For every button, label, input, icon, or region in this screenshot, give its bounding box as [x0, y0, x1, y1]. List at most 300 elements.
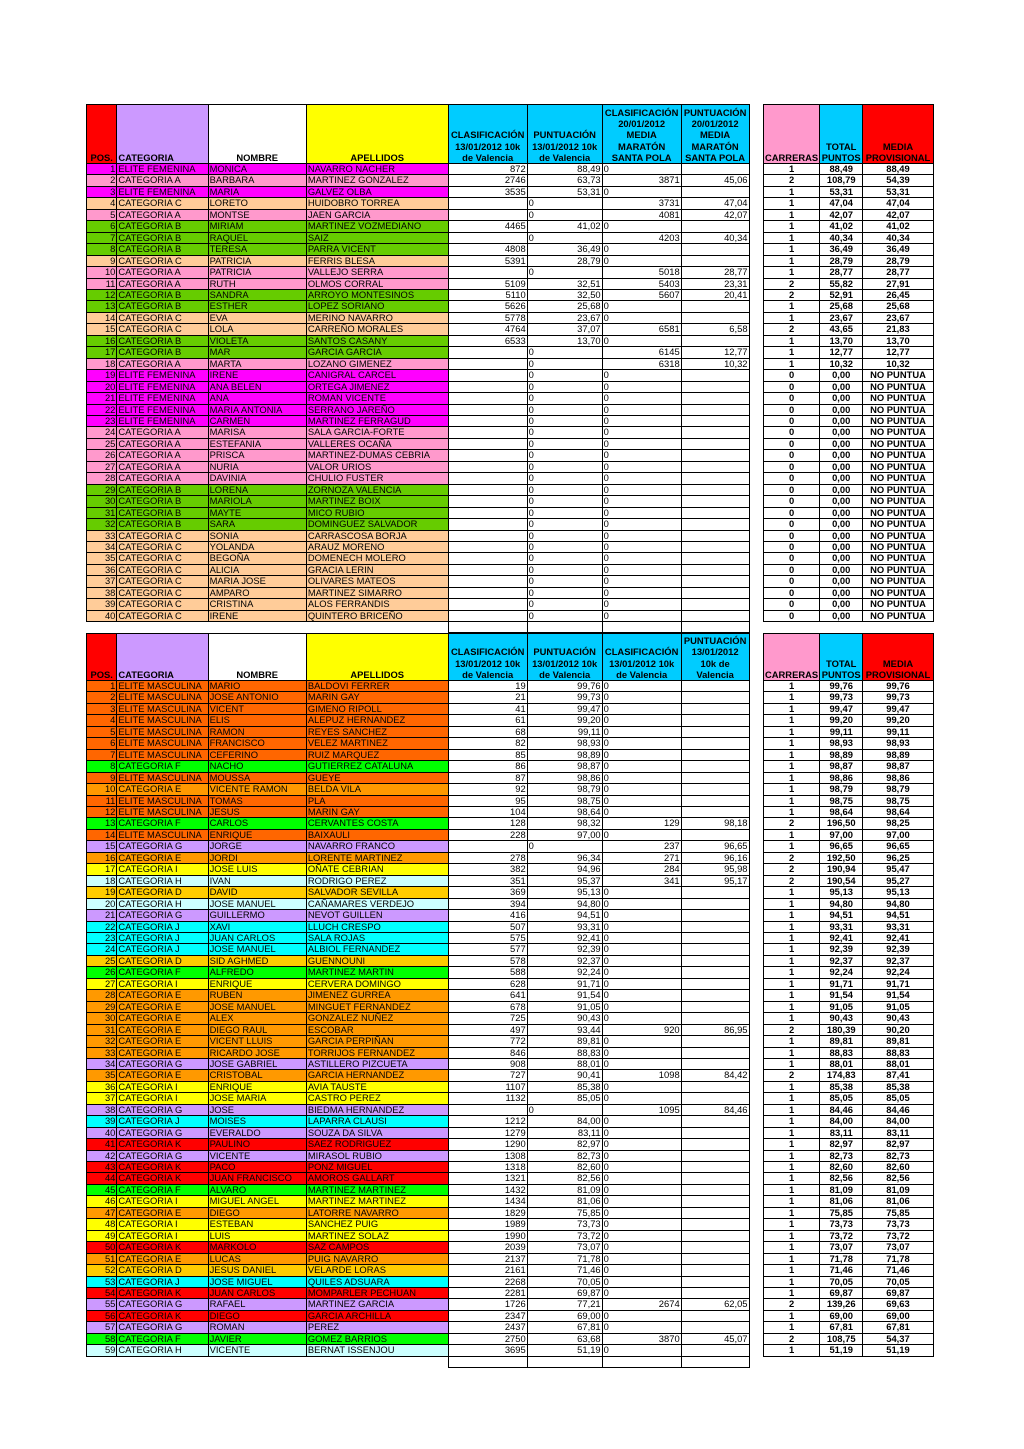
- punt2-cell: [681, 301, 749, 312]
- pos-cell: 10: [87, 267, 117, 278]
- clasif1-cell: 1432: [448, 1184, 527, 1195]
- punt2-cell: [681, 1276, 749, 1287]
- spacer-cell: [749, 841, 763, 852]
- categoria-cell: CATEGORIA C: [117, 587, 208, 598]
- apellidos-cell: NEVOT GUILLEN: [306, 910, 448, 921]
- media-cell: 81,06: [862, 1196, 933, 1207]
- carreras-cell: 1: [763, 1047, 820, 1058]
- carreras-cell: 1: [763, 358, 820, 369]
- apellidos-cell: QUINTERO BRICEÑO: [306, 610, 448, 621]
- categoria-cell: CATEGORIA B: [117, 244, 208, 255]
- clasif1-cell: 1318: [448, 1162, 527, 1173]
- punt2-cell: 84,46: [681, 1104, 749, 1115]
- punt1-cell: 98,79: [527, 784, 602, 795]
- total-cell: 36,49: [820, 244, 863, 255]
- carreras-cell: 0: [763, 507, 820, 518]
- nombre-cell: MARTA: [208, 358, 306, 369]
- punt2-cell: [681, 898, 749, 909]
- nombre-cell: JOSE LUIS: [208, 864, 306, 875]
- media-cell: 96,65: [862, 841, 933, 852]
- apellidos-cell: BERNAT ISSENJOU: [306, 1345, 448, 1356]
- pos-cell: 7: [87, 232, 117, 243]
- pos-cell: 56: [87, 1310, 117, 1321]
- clasif2-cell: 0: [602, 221, 681, 232]
- media-cell: NO PUNTUA: [862, 576, 933, 587]
- nombre-cell: ANA: [208, 393, 306, 404]
- clasif1-cell: 4764: [448, 324, 527, 335]
- punt2-cell: [681, 692, 749, 703]
- pos-cell: 16: [87, 335, 117, 346]
- apellidos-cell: GONZALEZ NUÑEZ: [306, 1013, 448, 1024]
- spacer-cell: [749, 507, 763, 518]
- punt2-cell: 45,06: [681, 175, 749, 186]
- spacer-cell: [749, 967, 763, 978]
- nombre-cell: JOSE MANUEL: [208, 944, 306, 955]
- carreras-cell: 1: [763, 944, 820, 955]
- spacer-cell: [749, 990, 763, 1001]
- punt2-cell: [681, 312, 749, 323]
- total-cell: 84,46: [820, 1104, 863, 1115]
- carreras-cell: 1: [763, 1288, 820, 1299]
- nombre-cell: MARIA JOSE: [208, 576, 306, 587]
- punt2-cell: [681, 1288, 749, 1299]
- categoria-cell: ELITE MASCULINA: [117, 692, 208, 703]
- spacer-cell: [749, 1219, 763, 1230]
- clasif2-cell: 5607: [602, 289, 681, 300]
- spacer-cell: [749, 1116, 763, 1127]
- punt2-cell: [681, 761, 749, 772]
- media-cell: 54,37: [862, 1333, 933, 1344]
- punt1-cell: 84,00: [527, 1116, 602, 1127]
- punt1-cell: 88,01: [527, 1058, 602, 1069]
- clasif1-cell: 1290: [448, 1139, 527, 1150]
- pos-cell: 8: [87, 244, 117, 255]
- total-cell: 69,87: [820, 1288, 863, 1299]
- table-row: [87, 564, 934, 575]
- carreras-cell: 1: [763, 955, 820, 966]
- nombre-cell: JUAN CARLOS: [208, 1288, 306, 1299]
- total-cell: 96,65: [820, 841, 863, 852]
- table-row: [87, 312, 934, 323]
- header-media: MEDIA PROVISIONAL: [862, 105, 933, 164]
- apellidos-cell: VELARDE LORAS: [306, 1265, 448, 1276]
- punt1-cell: 0: [527, 381, 602, 392]
- pos-cell: 24: [87, 944, 117, 955]
- spacer-cell: [749, 1070, 763, 1081]
- spacer-cell: [749, 1299, 763, 1310]
- punt2-cell: 98,18: [681, 818, 749, 829]
- media-cell: NO PUNTUA: [862, 473, 933, 484]
- carreras-cell: 2: [763, 278, 820, 289]
- men-ranking-table: [86, 633, 934, 1368]
- total-cell: 53,31: [820, 186, 863, 197]
- media-cell: 82,60: [862, 1162, 933, 1173]
- spacer-cell: [749, 634, 763, 681]
- categoria-cell: CATEGORIA K: [117, 1242, 208, 1253]
- table-row: [87, 864, 934, 875]
- nombre-cell: AMPARO: [208, 587, 306, 598]
- carreras-cell: 1: [763, 1310, 820, 1321]
- table-row: [87, 244, 934, 255]
- media-cell: 87,41: [862, 1070, 933, 1081]
- punt1-cell: 73,07: [527, 1242, 602, 1253]
- carreras-cell: 0: [763, 496, 820, 507]
- clasif1-cell: 382: [448, 864, 527, 875]
- spacer-cell: [749, 955, 763, 966]
- punt1-cell: 73,73: [527, 1219, 602, 1230]
- nombre-cell: RUBEN: [208, 990, 306, 1001]
- carreras-cell: 0: [763, 530, 820, 541]
- total-cell: 98,64: [820, 806, 863, 817]
- pos-cell: 14: [87, 312, 117, 323]
- carreras-cell: 0: [763, 484, 820, 495]
- apellidos-cell: CARREÑO MORALES: [306, 324, 448, 335]
- empty-cell: [527, 1356, 602, 1367]
- total-cell: 98,93: [820, 738, 863, 749]
- pos-cell: 36: [87, 1081, 117, 1092]
- clasif1-cell: 61: [448, 715, 527, 726]
- punt1-cell: 0: [527, 347, 602, 358]
- table-row: [87, 530, 934, 541]
- total-cell: 83,11: [820, 1127, 863, 1138]
- total-cell: 85,05: [820, 1093, 863, 1104]
- pos-cell: 11: [87, 278, 117, 289]
- pos-cell: 14: [87, 829, 117, 840]
- table-row: [87, 1288, 934, 1299]
- clasif2-cell: 0: [602, 530, 681, 541]
- pos-cell: 27: [87, 978, 117, 989]
- punt2-cell: [681, 599, 749, 610]
- table-row: [87, 772, 934, 783]
- categoria-cell: CATEGORIA F: [117, 761, 208, 772]
- media-cell: NO PUNTUA: [862, 519, 933, 530]
- punt2-cell: [681, 1322, 749, 1333]
- media-cell: 21,83: [862, 324, 933, 335]
- clasif1-cell: 2268: [448, 1276, 527, 1287]
- carreras-cell: 1: [763, 1036, 820, 1047]
- apellidos-cell: MARTINEZ VOZMEDIANO: [306, 221, 448, 232]
- pos-cell: 28: [87, 473, 117, 484]
- nombre-cell: VICENT: [208, 703, 306, 714]
- total-cell: 108,79: [820, 175, 863, 186]
- carreras-cell: 1: [763, 164, 820, 175]
- carreras-cell: 1: [763, 806, 820, 817]
- pos-cell: 5: [87, 209, 117, 220]
- carreras-cell: 1: [763, 921, 820, 932]
- spacer-cell: [749, 681, 763, 692]
- apellidos-cell: LOZANO GIMENEZ: [306, 358, 448, 369]
- punt1-cell: 0: [527, 564, 602, 575]
- nombre-cell: PATRICIA: [208, 255, 306, 266]
- nombre-cell: MARISA: [208, 427, 306, 438]
- clasif1-cell: 95: [448, 795, 527, 806]
- carreras-cell: 2: [763, 1299, 820, 1310]
- total-cell: 75,85: [820, 1207, 863, 1218]
- header-media: MEDIA PROVISIONAL: [862, 634, 933, 681]
- apellidos-cell: DOMINGUEZ SALVADOR: [306, 519, 448, 530]
- pos-cell: 32: [87, 1036, 117, 1047]
- carreras-cell: 2: [763, 864, 820, 875]
- clasif2-cell: 0: [602, 967, 681, 978]
- media-cell: 98,75: [862, 795, 933, 806]
- apellidos-cell: MINGUET FERNANDEZ: [306, 1001, 448, 1012]
- media-cell: 73,07: [862, 1242, 933, 1253]
- spacer-cell: [749, 347, 763, 358]
- media-cell: 42,07: [862, 209, 933, 220]
- media-cell: 67,81: [862, 1322, 933, 1333]
- punt1-cell: 94,80: [527, 898, 602, 909]
- punt2-cell: [681, 553, 749, 564]
- spacer-cell: [749, 1207, 763, 1218]
- clasif2-cell: 0: [602, 806, 681, 817]
- pos-cell: 38: [87, 1104, 117, 1115]
- carreras-cell: 1: [763, 1207, 820, 1218]
- apellidos-cell: SOUZA DA SILVA: [306, 1127, 448, 1138]
- pos-cell: 36: [87, 564, 117, 575]
- spacer-cell: [749, 553, 763, 564]
- empty-cell: [862, 622, 933, 633]
- spacer-cell: [749, 852, 763, 863]
- punt1-cell: 69,00: [527, 1310, 602, 1321]
- carreras-cell: 1: [763, 232, 820, 243]
- nombre-cell: ENRIQUE: [208, 829, 306, 840]
- punt1-cell: 98,89: [527, 749, 602, 760]
- spacer-cell: [749, 267, 763, 278]
- total-cell: 84,00: [820, 1116, 863, 1127]
- categoria-cell: CATEGORIA D: [117, 887, 208, 898]
- categoria-cell: CATEGORIA E: [117, 990, 208, 1001]
- total-cell: 98,87: [820, 761, 863, 772]
- nombre-cell: LORENA: [208, 484, 306, 495]
- pos-cell: 30: [87, 496, 117, 507]
- categoria-cell: ELITE MASCULINA: [117, 715, 208, 726]
- total-cell: 67,81: [820, 1322, 863, 1333]
- punt1-cell: 0: [527, 461, 602, 472]
- apellidos-cell: RUIZ MARQUEZ: [306, 749, 448, 760]
- spacer-cell: [749, 806, 763, 817]
- punt1-cell: 32,51: [527, 278, 602, 289]
- header-punt1: PUNTUACIÓN 13/01/2012 10k de Valencia: [527, 105, 602, 164]
- total-cell: 174,83: [820, 1070, 863, 1081]
- spacer-cell: [749, 1081, 763, 1092]
- carreras-cell: 1: [763, 244, 820, 255]
- nombre-cell: ESTEBAN: [208, 1219, 306, 1230]
- punt1-cell: 98,64: [527, 806, 602, 817]
- apellidos-cell: CASTRO PEREZ: [306, 1093, 448, 1104]
- empty-cell: [763, 1356, 820, 1367]
- media-cell: 69,63: [862, 1299, 933, 1310]
- apellidos-cell: SANTOS CASANY: [306, 335, 448, 346]
- categoria-cell: ELITE MASCULINA: [117, 772, 208, 783]
- nombre-cell: ALVARO: [208, 1184, 306, 1195]
- punt1-cell: 0: [527, 576, 602, 587]
- clasif2-cell: 0: [602, 1116, 681, 1127]
- total-cell: 91,54: [820, 990, 863, 1001]
- categoria-cell: CATEGORIA J: [117, 921, 208, 932]
- media-cell: 99,76: [862, 681, 933, 692]
- total-cell: 92,41: [820, 932, 863, 943]
- clasif2-cell: 3870: [602, 1333, 681, 1344]
- clasif2-cell: 0: [602, 1310, 681, 1321]
- total-cell: 0,00: [820, 507, 863, 518]
- clasif1-cell: [448, 381, 527, 392]
- media-cell: NO PUNTUA: [862, 370, 933, 381]
- pos-cell: 4: [87, 715, 117, 726]
- punt1-cell: 0: [527, 404, 602, 415]
- carreras-cell: 1: [763, 209, 820, 220]
- punt2-cell: [681, 335, 749, 346]
- pos-cell: 31: [87, 1024, 117, 1035]
- total-cell: 47,04: [820, 198, 863, 209]
- carreras-cell: 1: [763, 221, 820, 232]
- clasif2-cell: 0: [602, 164, 681, 175]
- clasif2-cell: 129: [602, 818, 681, 829]
- carreras-cell: 1: [763, 1184, 820, 1195]
- categoria-cell: CATEGORIA E: [117, 1013, 208, 1024]
- carreras-cell: 1: [763, 1013, 820, 1024]
- spacer-cell: [749, 749, 763, 760]
- clasif2-cell: 0: [602, 795, 681, 806]
- spacer-cell: [749, 1310, 763, 1321]
- punt2-cell: 6,58: [681, 324, 749, 335]
- carreras-cell: 1: [763, 1276, 820, 1287]
- total-cell: 0,00: [820, 415, 863, 426]
- header-pos: POS.: [87, 105, 117, 164]
- empty-cell: [862, 1356, 933, 1367]
- table-row: [87, 1116, 934, 1127]
- clasif2-cell: 0: [602, 1058, 681, 1069]
- spacer-cell: [749, 415, 763, 426]
- spacer-cell: [749, 175, 763, 186]
- clasif2-cell: 0: [602, 1173, 681, 1184]
- nombre-cell: SANDRA: [208, 289, 306, 300]
- carreras-cell: 1: [763, 1219, 820, 1230]
- punt1-cell: 82,73: [527, 1150, 602, 1161]
- nombre-cell: BEGOÑA: [208, 553, 306, 564]
- carreras-cell: 0: [763, 553, 820, 564]
- punt2-cell: [681, 978, 749, 989]
- clasif2-cell: 4203: [602, 232, 681, 243]
- apellidos-cell: PONZ MIGUEL: [306, 1162, 448, 1173]
- clasif1-cell: 1212: [448, 1116, 527, 1127]
- table-row: [87, 473, 934, 484]
- spacer-cell: [749, 576, 763, 587]
- categoria-cell: CATEGORIA J: [117, 1116, 208, 1127]
- apellidos-cell: ORTEGA JIMENEZ: [306, 381, 448, 392]
- pos-cell: 48: [87, 1219, 117, 1230]
- table-row: [87, 955, 934, 966]
- categoria-cell: CATEGORIA D: [117, 1265, 208, 1276]
- categoria-cell: CATEGORIA C: [117, 553, 208, 564]
- clasif1-cell: 416: [448, 910, 527, 921]
- categoria-cell: CATEGORIA C: [117, 541, 208, 552]
- empty-cell: [681, 622, 749, 633]
- carreras-cell: 2: [763, 875, 820, 886]
- clasif2-cell: 0: [602, 1345, 681, 1356]
- pos-cell: 35: [87, 553, 117, 564]
- clasif1-cell: 41: [448, 703, 527, 714]
- media-cell: NO PUNTUA: [862, 415, 933, 426]
- punt2-cell: [681, 1196, 749, 1207]
- nombre-cell: VICENTE: [208, 1345, 306, 1356]
- clasif1-cell: [448, 404, 527, 415]
- spacer-cell: [749, 312, 763, 323]
- clasif2-cell: 2674: [602, 1299, 681, 1310]
- nombre-cell: RAFAEL: [208, 1299, 306, 1310]
- apellidos-cell: MARTINEZ BOIX: [306, 496, 448, 507]
- clasif1-cell: [448, 427, 527, 438]
- punt1-cell: 70,05: [527, 1276, 602, 1287]
- clasif2-cell: 0: [602, 496, 681, 507]
- pos-cell: 38: [87, 587, 117, 598]
- punt1-cell: 89,81: [527, 1036, 602, 1047]
- table-row: [87, 1276, 934, 1287]
- apellidos-cell: GARCIA ARCHILLA: [306, 1310, 448, 1321]
- categoria-cell: CATEGORIA C: [117, 599, 208, 610]
- media-cell: 25,68: [862, 301, 933, 312]
- clasif2-cell: 0: [602, 978, 681, 989]
- media-cell: 99,20: [862, 715, 933, 726]
- punt1-cell: 91,54: [527, 990, 602, 1001]
- total-cell: 90,43: [820, 1013, 863, 1024]
- pos-cell: 34: [87, 541, 117, 552]
- total-cell: 98,79: [820, 784, 863, 795]
- total-cell: 139,26: [820, 1299, 863, 1310]
- clasif1-cell: [448, 393, 527, 404]
- apellidos-cell: MARTINEZ-DUMAS CEBRIA: [306, 450, 448, 461]
- clasif1-cell: 278: [448, 852, 527, 863]
- apellidos-cell: DOMENECH MOLERO: [306, 553, 448, 564]
- pos-cell: 44: [87, 1173, 117, 1184]
- table-row: [87, 1013, 934, 1024]
- media-cell: 93,31: [862, 921, 933, 932]
- punt1-cell: 0: [527, 198, 602, 209]
- nombre-cell: LORETO: [208, 198, 306, 209]
- total-cell: 99,73: [820, 692, 863, 703]
- nombre-cell: LUIS: [208, 1230, 306, 1241]
- nombre-cell: SONIA: [208, 530, 306, 541]
- punt2-cell: [681, 681, 749, 692]
- table-row: [87, 841, 934, 852]
- table-row: [87, 461, 934, 472]
- total-cell: 94,51: [820, 910, 863, 921]
- clasif2-cell: 6318: [602, 358, 681, 369]
- pos-cell: 18: [87, 358, 117, 369]
- spacer-cell: [749, 932, 763, 943]
- punt2-cell: [681, 1139, 749, 1150]
- punt2-cell: [681, 541, 749, 552]
- clasif1-cell: [448, 610, 527, 621]
- empty-cell: [208, 1356, 306, 1367]
- table-row: [87, 1024, 934, 1035]
- nombre-cell: DIEGO: [208, 1207, 306, 1218]
- media-cell: NO PUNTUA: [862, 530, 933, 541]
- punt1-cell: 82,60: [527, 1162, 602, 1173]
- total-cell: 0,00: [820, 519, 863, 530]
- apellidos-cell: MARIN GAY: [306, 806, 448, 817]
- nombre-cell: MONTSE: [208, 209, 306, 220]
- table-row: [87, 1322, 934, 1333]
- total-cell: 43,65: [820, 324, 863, 335]
- nombre-cell: MAYTE: [208, 507, 306, 518]
- clasif1-cell: 5778: [448, 312, 527, 323]
- punt1-cell: 28,79: [527, 255, 602, 266]
- media-cell: 88,01: [862, 1058, 933, 1069]
- media-cell: 92,37: [862, 955, 933, 966]
- media-cell: 26,45: [862, 289, 933, 300]
- table-row: [87, 1196, 934, 1207]
- punt1-cell: 0: [527, 267, 602, 278]
